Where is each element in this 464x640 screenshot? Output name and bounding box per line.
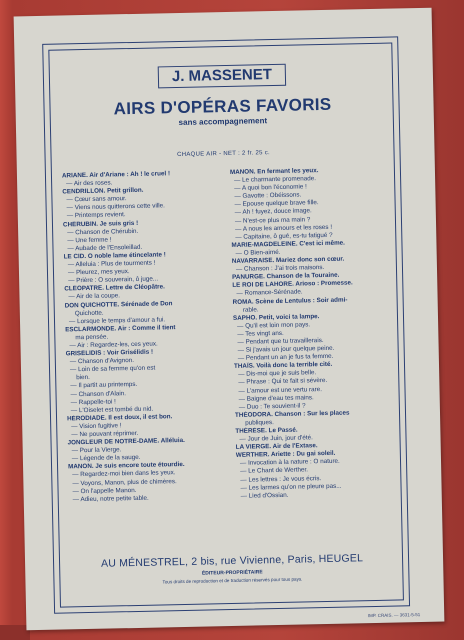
opera-entry: THAÏS. Voilà donc la terrible cité.: [233, 361, 333, 371]
aria-entry: — Pendant un an je fus ta femme.: [237, 352, 334, 362]
aria-entry: — Loin de sa femme qu'on est: [69, 364, 156, 374]
composer-name: J. MASSENET: [158, 64, 286, 89]
document-subtitle: sans accompagnement: [178, 116, 268, 128]
aria-entry: — Invocation à la nature : O nature.: [239, 458, 340, 468]
left-aria-list: [62, 169, 233, 504]
aria-entry: — Dis-moi que je suis belle.: [238, 369, 317, 379]
aria-entry: — A quoi bon l'économie !: [234, 183, 307, 193]
aria-entry: — Rappelle-toi !: [70, 398, 116, 406]
opera-entry: WERTHER. Ariette : Du gai soleil.: [235, 450, 336, 460]
aria-entry: — A nous les amours et les roses !: [235, 223, 333, 233]
aria-entry: — Voyons, Manon, plus de chimères.: [72, 477, 177, 487]
opera-entry: JONGLEUR DE NOTRE-DAME. Alléluia.: [67, 437, 185, 447]
aria-entry: — Capitaine, ô gué, es-tu fatigué ?: [235, 231, 333, 241]
opera-entry: THÉODORA. Chanson : Sur les places: [234, 409, 350, 419]
opera-entry: NAVARRAISE. Mariez donc son cœur.: [231, 255, 345, 265]
aria-entry: — Regardez-moi bien dans les yeux.: [72, 469, 176, 479]
right-aria-list: [230, 165, 407, 500]
opera-entry: MARIE-MAGDELEINE. C'est ici même.: [231, 239, 345, 249]
aria-entry: — Air : Regardez-les, ces yeux.: [69, 340, 158, 350]
opera-entry: GRISÉLIDIS : Voir Grisélidis !: [65, 348, 154, 358]
document-title: AIRS D'OPÉRAS FAVORIS: [113, 94, 332, 119]
aria-entry: — Aubade de l'Ensoleillad.: [67, 243, 143, 253]
aria-entry: — Epouse quelque brave fille.: [234, 199, 319, 209]
aria-entry: bien.: [76, 374, 90, 382]
aria-entry: — Légende de la sauge.: [71, 454, 141, 463]
aria-entry: — L'amour est une vertu rare.: [238, 385, 323, 395]
opera-entry: ESCLARMONDE. Air : Comme il tient: [65, 323, 176, 334]
aria-entry: — Air des roses.: [66, 179, 113, 188]
aria-entry: — Il partit au printemps.: [70, 381, 138, 390]
aria-entry: publiques.: [245, 418, 274, 427]
aria-entry: — Une femme !: [67, 236, 112, 245]
aria-entry: — Ne pouvant réprimer.: [71, 429, 139, 439]
opera-entry: ARIANE. Air d'Ariane : Ah ! le cruel !: [61, 170, 171, 180]
rights-notice: Tous droits de reproduction et de traduction réservés pour tous pays.: [162, 576, 303, 585]
opera-entry: PANURGE. Chanson de la Touraine.: [232, 271, 340, 282]
aria-entry: — Tes vingt ans.: [237, 329, 284, 338]
aria-entry: — Les lettres : Je vous écris.: [240, 474, 322, 484]
aria-entry: — Cœur sans amour.: [66, 195, 127, 204]
aria-entry: — Air de la coupe.: [68, 292, 121, 301]
opera-entry: LE ROI DE LAHORE. Arioso : Promesse.: [232, 279, 353, 290]
aria-entry: — Pleurez, mes yeux.: [67, 268, 130, 277]
aria-entry: — Romance-Sérénade.: [236, 288, 303, 298]
opera-entry: CENDRILLON. Petit grillon.: [62, 186, 144, 196]
publisher-line: AU MÉNESTREL, 2 bis, rue Vivienne, Paris, HEUGEL: [100, 552, 364, 570]
aria-entry: ma pensée.: [75, 333, 109, 342]
aria-entry: — Viens nous quitterons cette ville.: [66, 202, 165, 212]
aria-entry: rable.: [242, 305, 259, 314]
aria-entry: — Le Chant de Werther.: [240, 466, 309, 476]
opera-entry: SAPHO. Petit, voici ta lampe.: [232, 312, 320, 322]
sheet-music-cover: [14, 8, 445, 631]
aria-entry: — L'Oiselet est tombé du nid.: [70, 405, 154, 415]
aria-entry: — Jour de Juin, jour d'été.: [239, 434, 313, 443]
aria-entry: — Lied d'Ossian.: [240, 491, 289, 500]
aria-entry: — Qu'il est loin mon pays.: [237, 321, 311, 330]
aria-entry: — O Bien-aimé.: [235, 248, 281, 257]
opera-entry: MANON. Je suis encore toute étourdie.: [67, 461, 185, 471]
aria-entry: — Chanson d'Avignon.: [69, 357, 135, 366]
aria-entry: — Si j'avais un jour quelque peine.: [237, 344, 335, 354]
opera-entry: DON QUICHOTTE. Sérénade de Don: [64, 299, 173, 309]
imprint-code: IMP. CRAIS. — 3631-5-51: [367, 612, 421, 619]
aria-entry: — Prière : O souverain, ô juge...: [68, 275, 159, 285]
aria-entry: — Alleluia : Plus de tourments !: [67, 259, 156, 269]
aria-entry: Quichotte.: [74, 309, 104, 317]
aria-entry: — Printemps revient.: [66, 211, 126, 220]
aria-entry: — Gavotte : Obéissons.: [234, 191, 302, 201]
aria-entry: — Ah ! fuyez, douce image.: [234, 207, 312, 217]
aria-entry: — Chanson d'Alain.: [70, 389, 127, 398]
opera-entry: LE CID. O noble lame étincelante !: [63, 251, 166, 261]
aria-entry: — Chanson de Chérubin.: [67, 227, 139, 237]
aria-entry: — Pour la Vierge.: [71, 446, 122, 455]
aria-entry: — N'est-ce plus ma main ?: [234, 215, 311, 225]
aria-entry: — Le charmante promenade.: [234, 175, 317, 184]
opera-entry: LA VIERGE. Air de l'Extase.: [235, 442, 318, 452]
opera-entry: THÉRÈSE. Le Passé.: [235, 426, 298, 435]
opera-entry: HÉRODIADE. Il est doux, il est bon.: [66, 413, 173, 423]
aria-entry: — Duo : Te souvient-il ?: [238, 402, 306, 411]
aria-entry: — Phrase : Qui te fait si sévère.: [238, 377, 328, 387]
aria-entry: — Baigne d'eau tes mains.: [238, 393, 314, 403]
aria-entry: — On l'appelle Manon.: [72, 486, 137, 495]
opera-entry: CHÉRUBIN. Je suis gris !: [62, 219, 139, 229]
border-frame: [42, 36, 410, 613]
aria-entry: — Adieu, notre petite table.: [72, 494, 149, 504]
aria-entry: — Vision fugitive !: [71, 422, 122, 431]
opera-entry: ROMA. Scène de Lentulus : Soir admi-: [232, 296, 348, 306]
price-line: CHAQUE AIR - NET : 2 fr. 25 c.: [177, 150, 271, 159]
editeur-label: ÉDITEUR-PROPRIÉTAIRE: [201, 569, 263, 577]
aria-entry: — Les larmes qu'on ne pleure pas...: [240, 482, 342, 492]
aria-entry: — Pendant que tu travaillerais.: [237, 336, 324, 346]
aria-entry: — Lorsque le temps d'amour a fui.: [68, 316, 166, 326]
opera-entry: CLÉOPATRE. Lettre de Cléopâtre.: [64, 283, 165, 293]
aria-entry: — Chanson : J'ai trois maisons.: [235, 264, 325, 273]
opera-entry: MANON. En fermant les yeux.: [229, 167, 319, 176]
